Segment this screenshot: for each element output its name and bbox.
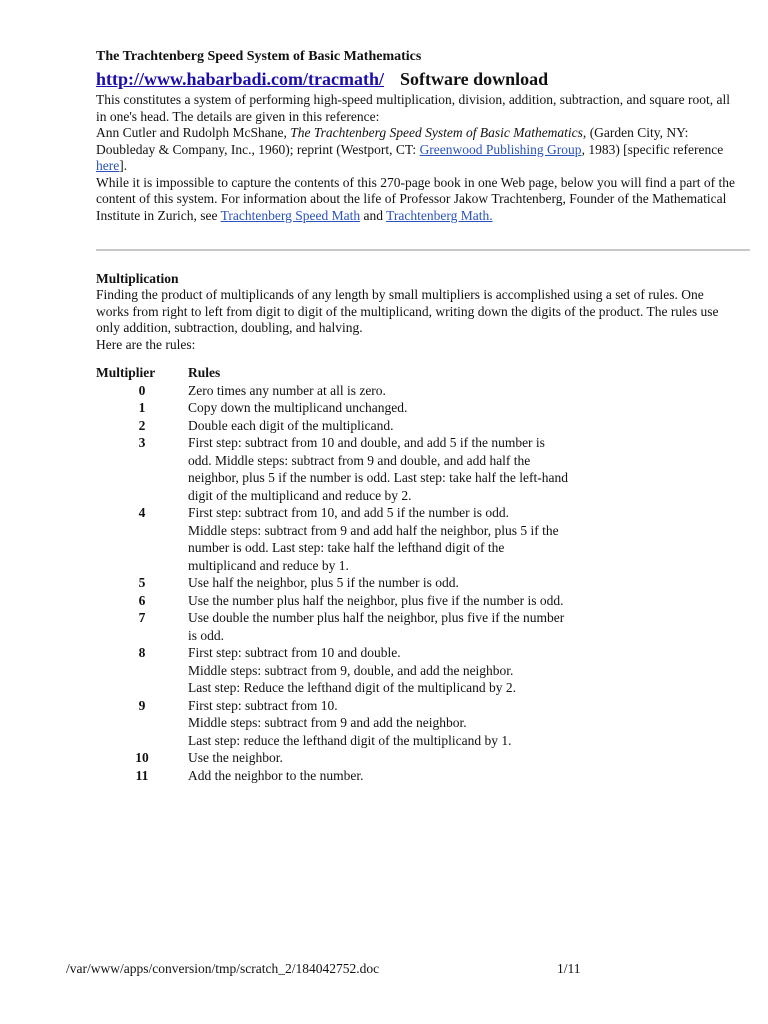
rules-header-row [96,364,568,382]
page-title: The Trachtenberg Speed System of Basic Mathematics [96,49,422,64]
rule-line: First step: subtract from 10 and double, and add 5 if the number is odd. Middle steps: subtract from 9 and double, and add half the neighbor, plus 5 if the number is odd. Last step: take half the left-hand digit of the multiplicand and reduce by 2. [188,435,568,503]
life-paragraph [96,175,736,225]
rule-text [188,574,568,592]
rule-line: First step: subtract from 10 and double. [188,645,401,660]
rule-line: Last step: Reduce the lefthand digit of the multiplicand by 2. [188,680,517,695]
rule-line: Middle steps: subtract from 9 and add half the neighbor, plus 5 if the number is odd. Last step: take half the lefthand digit of the multiplicand and reduce by 1. [188,522,559,573]
rule-line: Use the number plus half the neighbor, plus five if the number is odd. [188,592,564,608]
ref-book-title: The Trachtenberg Speed System of Basic Mathematics, [290,125,587,140]
footer-file-path: /var/www/apps/conversion/tmp/scratch_2/184042752.doc [66,961,380,976]
multiplier-value: 11 [135,767,149,783]
rule-text [188,767,568,785]
trachtenberg-math-link[interactable]: Trachtenberg Math. [386,207,493,223]
rule-text [188,382,568,400]
greenwood-link[interactable]: Greenwood Publishing Group [419,141,582,157]
ref-authors: Ann Cutler and Rudolph McShane, [96,125,291,140]
rule-line: Add the neighbor to the number. [188,767,364,783]
rule-text [188,504,568,574]
rule-row [96,574,568,592]
rule-text [188,399,568,417]
rule-line: First step: subtract from 10, and add 5 if the number is odd. [188,505,509,520]
rule-row [96,644,568,697]
rule-row [96,434,568,504]
rule-line: Middle steps: subtract from 9, double, and add the neighbor. [188,662,514,678]
here-link[interactable]: here [96,158,120,173]
rule-row [96,399,568,417]
multiplier-value: 0 [138,382,146,398]
rules-column-header: Rules [188,365,221,380]
life-text: While it is impossible to capture the contents of this 270-page book in one Web page, below you will find a part of the content of this system. For information about the life of Professor Jakow Trachtenberg, Founder of the Mathematical Institute in Zurich, see [96,174,736,223]
rule-row [96,382,568,400]
multiplier-value: 6 [138,592,146,608]
rules-table [96,364,568,784]
ref-publisher: (Garden City, NY: Doubleday & Company, Inc., 1960); reprint (Westport, CT: [96,125,689,157]
rule-text [188,592,568,610]
rule-line: Zero times any number at all is zero. [188,382,386,398]
intro-paragraph: This constitutes a system of performing high-speed multiplication, division, addition, subtraction, and square root, all in one's head. The details are given in this reference: [96,92,731,124]
rule-text [188,749,568,767]
url-row [96,68,736,92]
rule-line: Use double the number plus half the neighbor, plus five if the number is odd. [188,610,565,643]
rule-row [96,749,568,767]
rule-row [96,592,568,610]
ref-year: , 1983) [specific reference [581,141,724,157]
rule-text [188,417,568,435]
rule-text [188,697,568,750]
rule-line: Use half the neighbor, plus 5 if the number is odd. [188,575,459,590]
document-header [96,48,736,224]
multiplier-value: 4 [138,505,146,520]
multiplier-value: 10 [135,750,149,765]
rule-text [188,644,568,697]
rules-table-body [96,382,568,785]
site-link[interactable]: http://www.habarbadi.com/tracmath/ [96,69,384,89]
rule-line: Last step: reduce the lefthand digit of the multiplicand by 1. [188,732,512,748]
software-download-label: Software download [400,69,549,89]
multiplier-value: 5 [138,575,146,590]
speed-math-link[interactable]: Trachtenberg Speed Math [220,207,361,223]
rule-row [96,767,568,785]
rule-line: Double each digit of the multiplicand. [188,417,394,433]
horizontal-rule [96,249,750,251]
rule-text [188,434,568,504]
rule-row [96,609,568,644]
and-text: and [360,207,387,223]
multiplier-value: 3 [138,435,146,450]
multiplier-value: 1 [138,400,146,415]
rule-line: Copy down the multiplicand unchanged. [188,400,408,415]
rule-row [96,504,568,574]
rule-line: Use the neighbor. [188,750,283,765]
rule-row [96,417,568,435]
multiplier-column-header: Multiplier [96,365,156,380]
rule-line: First step: subtract from 10. [188,697,338,713]
footer-page-number: 1/11 [557,961,581,976]
multiplier-value: 2 [138,417,146,433]
rule-row [96,697,568,750]
multiplier-value: 7 [138,610,146,625]
multiplier-value: 8 [138,645,146,660]
rules-intro: Here are the rules: [96,336,196,352]
multiplier-value: 9 [138,697,146,713]
reference-paragraph [96,125,736,175]
multiplication-section [96,270,736,353]
rule-text [188,609,568,644]
multiplication-heading: Multiplication [96,271,179,286]
rule-line: Middle steps: subtract from 9 and add the neighbor. [188,715,467,730]
ref-end: ]. [119,158,128,173]
multiplication-description: Finding the product of multiplicands of any length by small multipliers is accomplished using a set of rules. One works from right to left from digit to digit of the multiplicand, writing down the digits of the product. The rules use only addition, subtraction, doubling, and halving. [96,287,719,335]
